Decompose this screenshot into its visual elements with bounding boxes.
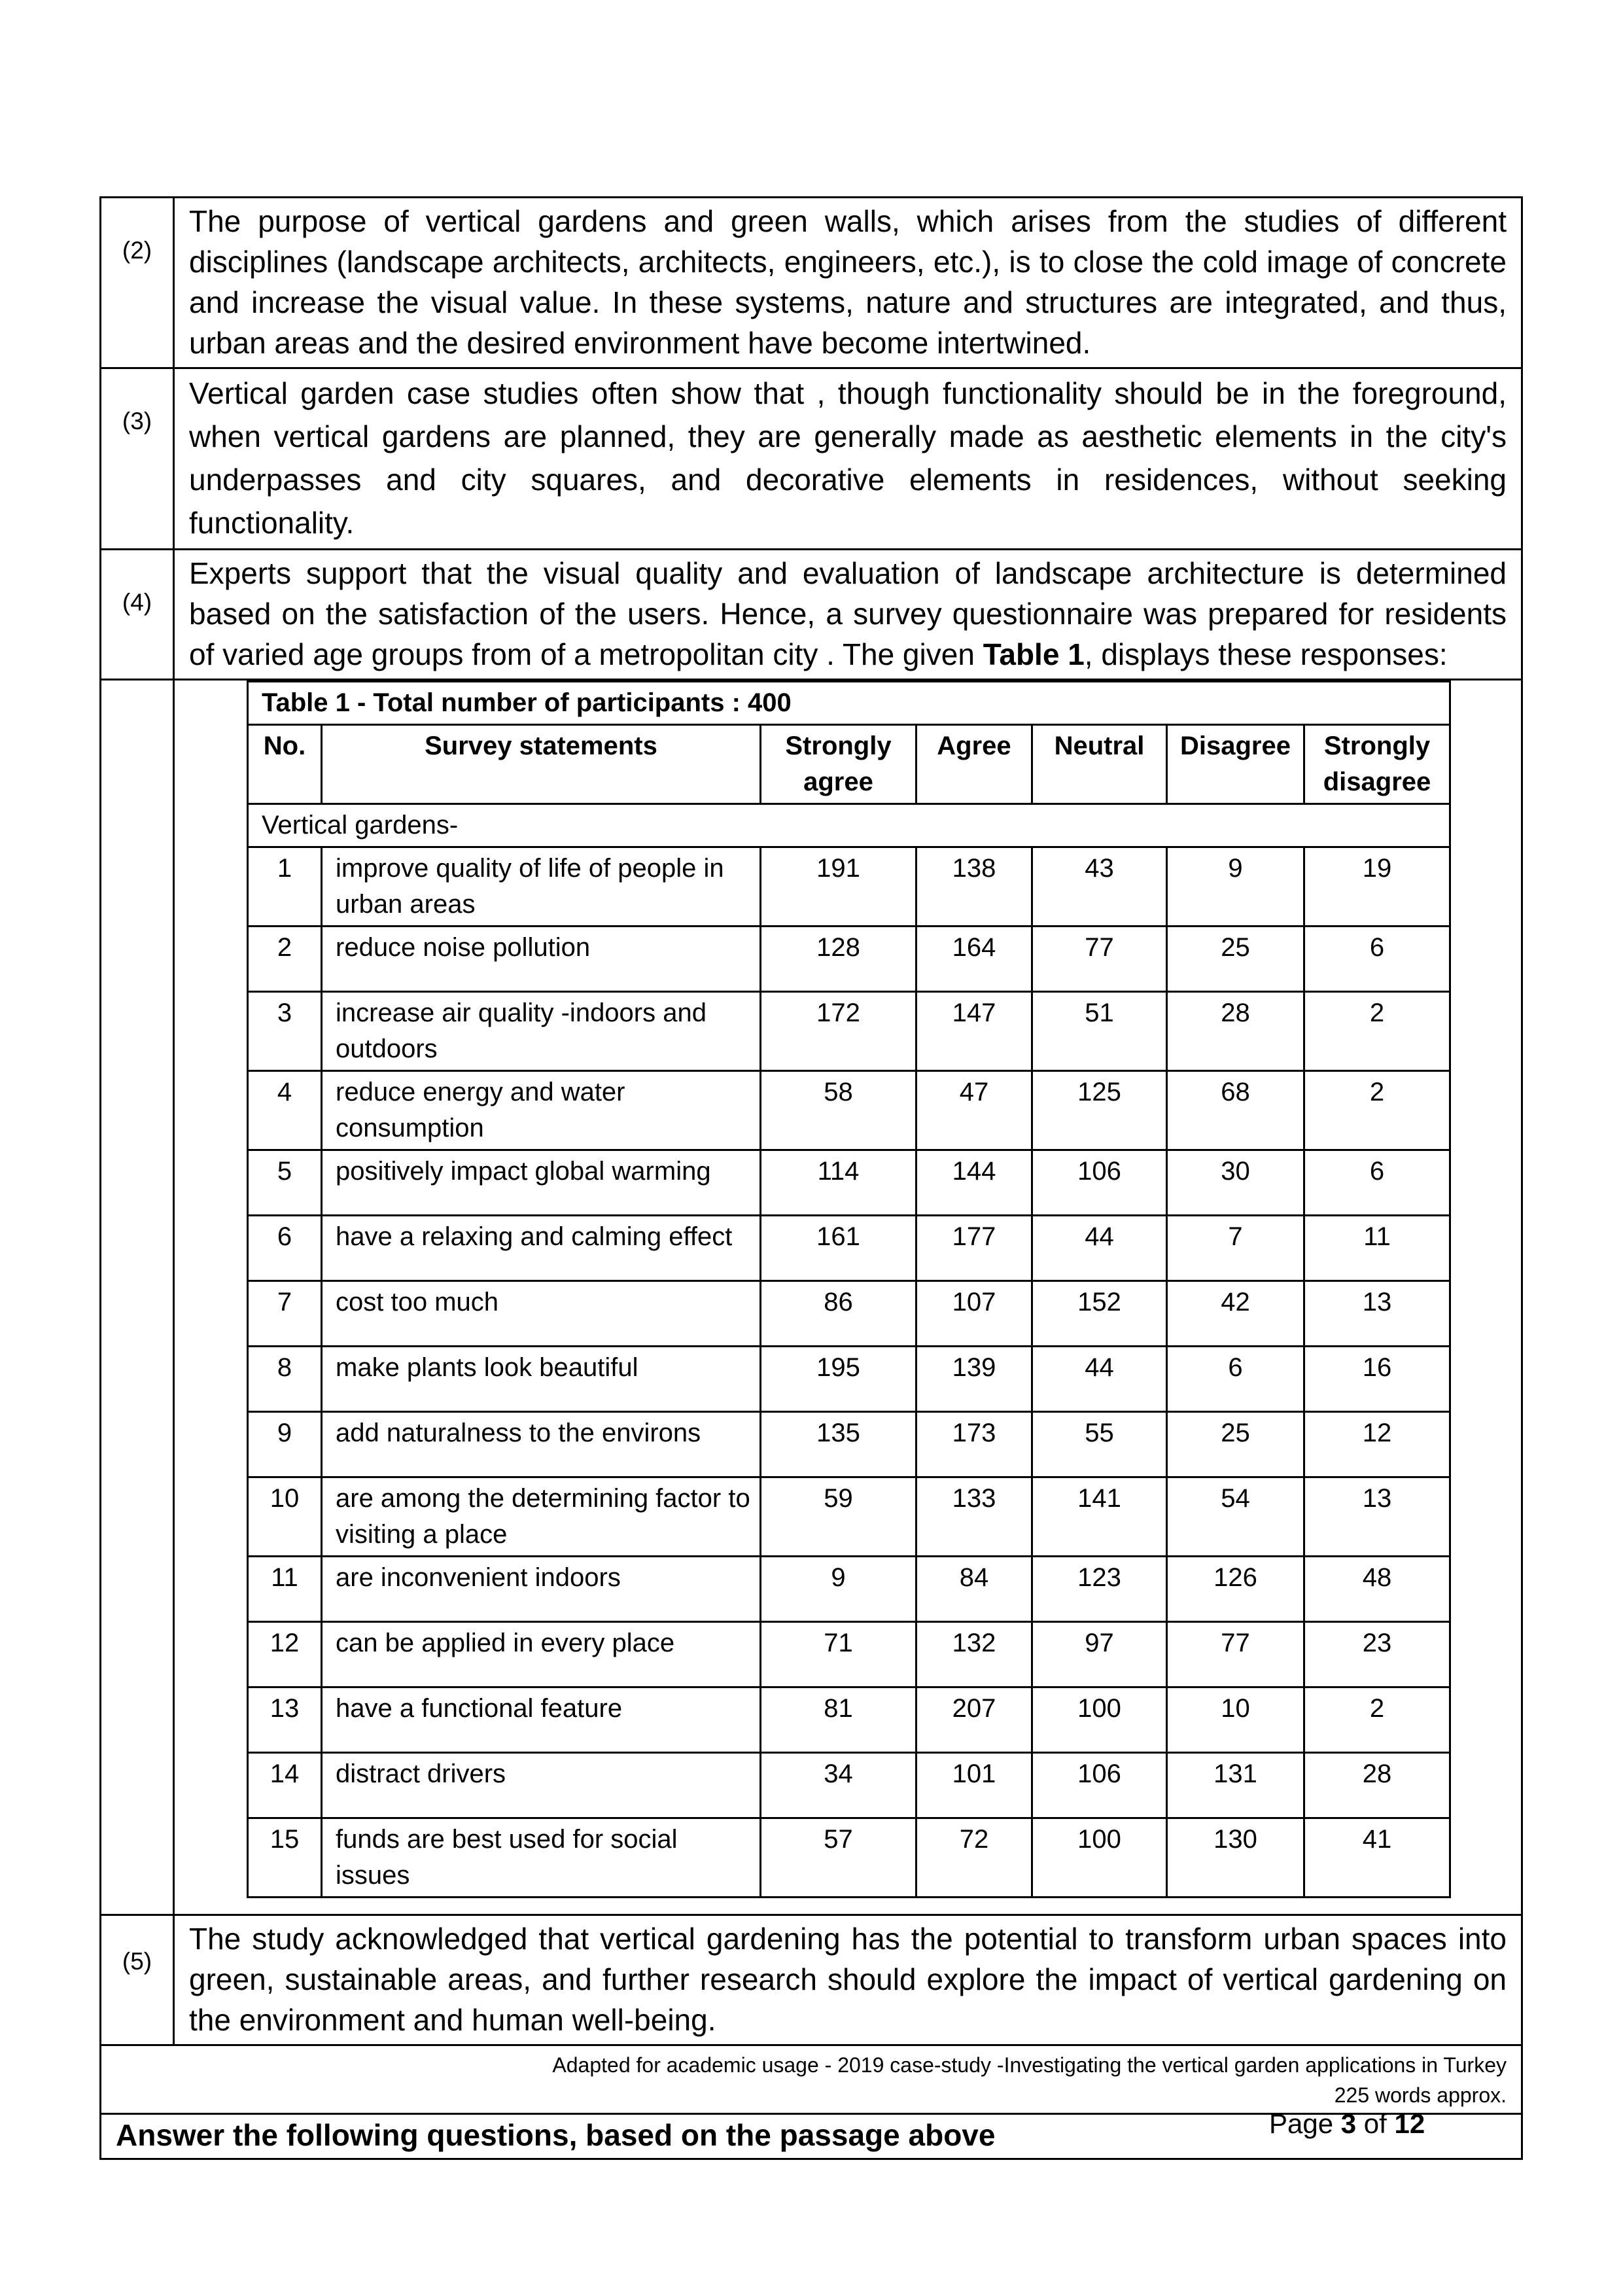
paragraph-number <box>101 1915 174 2045</box>
row-number: 5 <box>248 1150 322 1216</box>
disagree-value: 68 <box>1167 1071 1304 1150</box>
strongly-disagree-value: 12 <box>1304 1412 1450 1477</box>
paragraph-4-text-after: , displays these responses: <box>1084 637 1448 671</box>
survey-table-cell <box>174 680 1522 1915</box>
strongly-agree-value: 128 <box>761 927 916 992</box>
agree-value: 164 <box>916 927 1032 992</box>
paragraph-number-label: (3) <box>122 408 152 434</box>
disagree-value: 25 <box>1167 927 1304 992</box>
strongly-agree-value: 81 <box>761 1687 916 1753</box>
strongly-disagree-value: 2 <box>1304 1071 1450 1150</box>
paragraph-4-text-before: Experts support that the visual quality and evaluation of landscape architecture is determined based on the satisfaction of the users. Hence, a survey questionnaire was prepared for residents of varied age groups from of a metropolitan city . The given <box>189 556 1507 671</box>
neutral-value: 100 <box>1032 1818 1167 1898</box>
survey-statement: increase air quality -indoors and outdoors <box>322 992 761 1071</box>
disagree-value: 126 <box>1167 1557 1304 1622</box>
survey-statement: cost too much <box>322 1281 761 1347</box>
strongly-disagree-value: 13 <box>1304 1281 1450 1347</box>
row-number: 14 <box>248 1753 322 1818</box>
row-number: 1 <box>248 847 322 927</box>
strongly-disagree-value: 11 <box>1304 1216 1450 1281</box>
strongly-agree-value: 58 <box>761 1071 916 1150</box>
row-number: 15 <box>248 1818 322 1898</box>
paragraph-3-text: Vertical garden case studies often show that , though functionality should be in the foreground, when vertical gardens are planned, they are generally made as aesthetic elements in the city's underpasses and city squares, and decorative elements in residences, without seeking functionality. <box>189 376 1507 540</box>
neutral-value: 125 <box>1032 1071 1167 1150</box>
table-row <box>248 1557 1450 1622</box>
table-header-row <box>248 725 1450 804</box>
row-number: 13 <box>248 1687 322 1753</box>
survey-statement: are inconvenient indoors <box>322 1557 761 1622</box>
row-number: 3 <box>248 992 322 1071</box>
source-row <box>101 2045 1522 2114</box>
neutral-value: 100 <box>1032 1687 1167 1753</box>
row-number: 10 <box>248 1477 322 1557</box>
table-reference: Table 1 <box>983 637 1085 671</box>
table-caption: Table 1 - Total number of participants : 400 <box>248 682 1450 725</box>
row-number: 8 <box>248 1347 322 1412</box>
neutral-value: 44 <box>1032 1216 1167 1281</box>
row-number: 6 <box>248 1216 322 1281</box>
disagree-value: 10 <box>1167 1687 1304 1753</box>
source-citation <box>101 2045 1522 2114</box>
paragraph-number-label: (4) <box>122 589 152 616</box>
page-number <box>1269 2108 1425 2140</box>
table-row-container <box>101 680 1522 1915</box>
survey-statement: funds are best used for social issues <box>322 1818 761 1898</box>
header-strongly-disagree: Strongly disagree <box>1304 725 1450 804</box>
paragraph-number-label: (5) <box>122 1948 152 1975</box>
header-disagree: Disagree <box>1167 725 1304 804</box>
empty-number-cell <box>101 680 174 1915</box>
survey-statement: distract drivers <box>322 1753 761 1818</box>
disagree-value: 54 <box>1167 1477 1304 1557</box>
paragraph-number-label: (2) <box>122 237 152 264</box>
header-strongly-agree: Strongly agree <box>761 725 916 804</box>
paragraph-5-text: The study acknowledged that vertical gardening has the potential to transform urban spaces into green, sustainable areas, and further research should explore the impact of vertical gardening on the environment and human well-being. <box>189 1922 1507 2037</box>
paragraph-row-5 <box>101 1915 1522 2045</box>
paragraph-row-2 <box>101 198 1522 368</box>
disagree-value: 9 <box>1167 847 1304 927</box>
paragraph-number <box>101 550 174 680</box>
neutral-value: 44 <box>1032 1347 1167 1412</box>
agree-value: 133 <box>916 1477 1032 1557</box>
strongly-agree-value: 172 <box>761 992 916 1071</box>
survey-table <box>247 680 1451 1898</box>
disagree-value: 7 <box>1167 1216 1304 1281</box>
strongly-disagree-value: 23 <box>1304 1622 1450 1687</box>
disagree-value: 131 <box>1167 1753 1304 1818</box>
strongly-disagree-value: 2 <box>1304 1687 1450 1753</box>
instruction: Answer the following questions, based on the passage above <box>101 2114 1522 2159</box>
table-row <box>248 927 1450 992</box>
table-row <box>248 847 1450 927</box>
header-no: No. <box>248 725 322 804</box>
strongly-agree-value: 195 <box>761 1347 916 1412</box>
agree-value: 207 <box>916 1687 1032 1753</box>
page-current: 3 <box>1340 2108 1357 2139</box>
row-number: 4 <box>248 1071 322 1150</box>
paragraph-4 <box>174 550 1522 680</box>
paragraph-2 <box>174 198 1522 368</box>
disagree-value: 30 <box>1167 1150 1304 1216</box>
table-row <box>248 1753 1450 1818</box>
table-row <box>248 1150 1450 1216</box>
survey-statement: positively impact global warming <box>322 1150 761 1216</box>
survey-statement: make plants look beautiful <box>322 1347 761 1412</box>
strongly-agree-value: 9 <box>761 1557 916 1622</box>
row-number: 9 <box>248 1412 322 1477</box>
disagree-value: 28 <box>1167 992 1304 1071</box>
source-line-1: Adapted for academic usage - 2019 case-study -Investigating the vertical garden applications in Turkey <box>552 2053 1507 2077</box>
group-label: Vertical gardens- <box>248 804 1450 847</box>
survey-statement: are among the determining factor to visiting a place <box>322 1477 761 1557</box>
agree-value: 144 <box>916 1150 1032 1216</box>
paragraph-3 <box>174 368 1522 550</box>
strongly-agree-value: 34 <box>761 1753 916 1818</box>
neutral-value: 123 <box>1032 1557 1167 1622</box>
paragraph-row-4 <box>101 550 1522 680</box>
agree-value: 177 <box>916 1216 1032 1281</box>
strongly-agree-value: 59 <box>761 1477 916 1557</box>
agree-value: 101 <box>916 1753 1032 1818</box>
agree-value: 138 <box>916 847 1032 927</box>
row-number: 11 <box>248 1557 322 1622</box>
table-row <box>248 1347 1450 1412</box>
disagree-value: 130 <box>1167 1818 1304 1898</box>
survey-statement: reduce energy and water consumption <box>322 1071 761 1150</box>
agree-value: 47 <box>916 1071 1032 1150</box>
paragraph-5 <box>174 1915 1522 2045</box>
table-row <box>248 1412 1450 1477</box>
row-number: 2 <box>248 927 322 992</box>
passage-frame <box>99 196 1523 2160</box>
paragraph-row-3 <box>101 368 1522 550</box>
neutral-value: 97 <box>1032 1622 1167 1687</box>
strongly-disagree-value: 6 <box>1304 927 1450 992</box>
passage-table <box>99 196 1523 2160</box>
strongly-disagree-value: 28 <box>1304 1753 1450 1818</box>
table-caption-row <box>248 682 1450 725</box>
neutral-value: 141 <box>1032 1477 1167 1557</box>
paragraph-number <box>101 368 174 550</box>
survey-statement: have a functional feature <box>322 1687 761 1753</box>
neutral-value: 152 <box>1032 1281 1167 1347</box>
row-number: 7 <box>248 1281 322 1347</box>
strongly-agree-value: 57 <box>761 1818 916 1898</box>
survey-statement: can be applied in every place <box>322 1622 761 1687</box>
table-row <box>248 1281 1450 1347</box>
neutral-value: 77 <box>1032 927 1167 992</box>
neutral-value: 55 <box>1032 1412 1167 1477</box>
strongly-agree-value: 71 <box>761 1622 916 1687</box>
strongly-disagree-value: 16 <box>1304 1347 1450 1412</box>
strongly-disagree-value: 19 <box>1304 847 1450 927</box>
survey-statement: have a relaxing and calming effect <box>322 1216 761 1281</box>
survey-statement: add naturalness to the environs <box>322 1412 761 1477</box>
agree-value: 173 <box>916 1412 1032 1477</box>
table-row <box>248 1071 1450 1150</box>
neutral-value: 43 <box>1032 847 1167 927</box>
agree-value: 72 <box>916 1818 1032 1898</box>
page-label: Page <box>1269 2108 1334 2139</box>
disagree-value: 6 <box>1167 1347 1304 1412</box>
table-row <box>248 1622 1450 1687</box>
agree-value: 132 <box>916 1622 1032 1687</box>
disagree-value: 42 <box>1167 1281 1304 1347</box>
paragraph-number <box>101 198 174 368</box>
table-row <box>248 1216 1450 1281</box>
strongly-agree-value: 86 <box>761 1281 916 1347</box>
survey-statement: improve quality of life of people in urban areas <box>322 847 761 927</box>
table-group-row <box>248 804 1450 847</box>
agree-value: 84 <box>916 1557 1032 1622</box>
table-row <box>248 1687 1450 1753</box>
strongly-disagree-value: 2 <box>1304 992 1450 1071</box>
paragraph-4-text <box>189 553 1507 675</box>
agree-value: 147 <box>916 992 1032 1071</box>
row-number: 12 <box>248 1622 322 1687</box>
agree-value: 139 <box>916 1347 1032 1412</box>
header-statement: Survey statements <box>322 725 761 804</box>
survey-statement: reduce noise pollution <box>322 927 761 992</box>
disagree-value: 25 <box>1167 1412 1304 1477</box>
header-neutral: Neutral <box>1032 725 1167 804</box>
header-agree: Agree <box>916 725 1032 804</box>
page-of: of <box>1363 2108 1387 2139</box>
strongly-agree-value: 135 <box>761 1412 916 1477</box>
strongly-disagree-value: 6 <box>1304 1150 1450 1216</box>
agree-value: 107 <box>916 1281 1032 1347</box>
strongly-disagree-value: 41 <box>1304 1818 1450 1898</box>
neutral-value: 51 <box>1032 992 1167 1071</box>
table-row <box>248 992 1450 1071</box>
paragraph-2-text: The purpose of vertical gardens and green walls, which arises from the studies of different disciplines (landscape architects, architects, engineers, etc.), is to close the cold image of concrete and increase the visual value. In these systems, nature and structures are integrated, and thus, urban areas and the desired environment have become intertwined. <box>189 204 1507 360</box>
neutral-value: 106 <box>1032 1753 1167 1818</box>
strongly-agree-value: 114 <box>761 1150 916 1216</box>
strongly-disagree-value: 13 <box>1304 1477 1450 1557</box>
source-line-2: 225 words approx. <box>1334 2083 1507 2107</box>
page-total: 12 <box>1394 2108 1425 2139</box>
strongly-agree-value: 161 <box>761 1216 916 1281</box>
table-row <box>248 1818 1450 1898</box>
disagree-value: 77 <box>1167 1622 1304 1687</box>
table-row <box>248 1477 1450 1557</box>
strongly-agree-value: 191 <box>761 847 916 927</box>
neutral-value: 106 <box>1032 1150 1167 1216</box>
strongly-disagree-value: 48 <box>1304 1557 1450 1622</box>
